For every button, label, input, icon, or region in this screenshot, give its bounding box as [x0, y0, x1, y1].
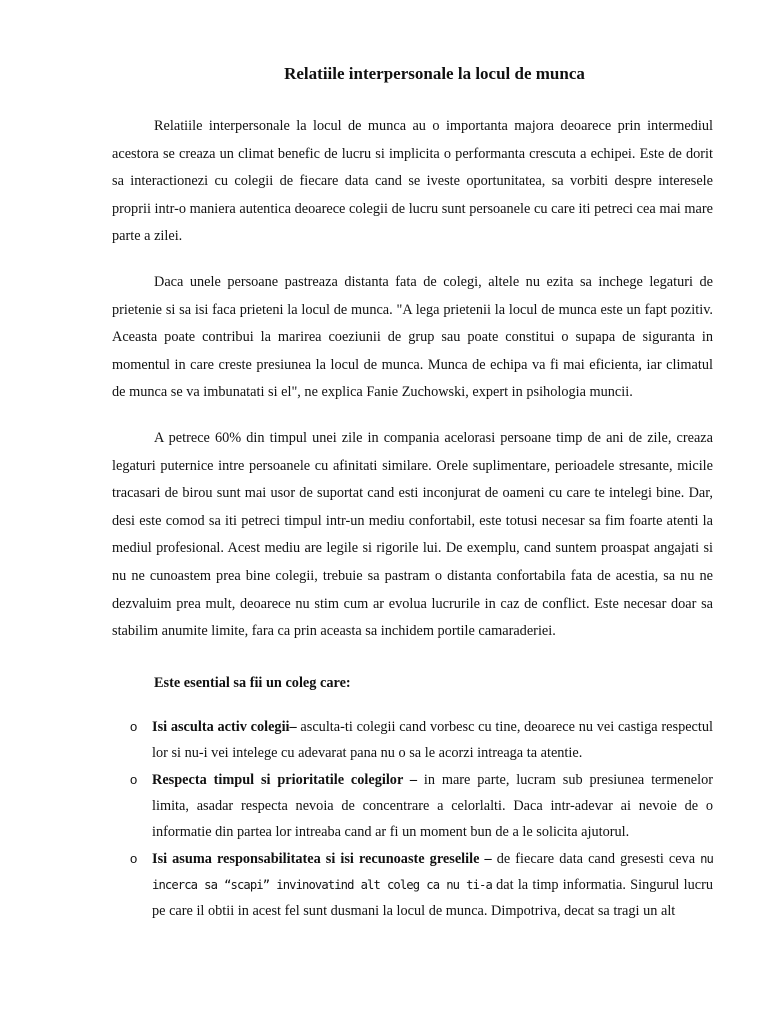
paragraph-3: A petrece 60% din timpul unei zile in compania acelorasi persoane timp de ani de zile, creaza legaturi puternice intre persoanele cu afinitati similare. Orele suplimentare, perioadele stresante, micile tracasari de birou sunt mai usor de suportat cand esti inconjurat de oameni cu care te intelegi bine. Dar, desi este comod sa iti petreci timpul intr-un mediu confortabil, este totusi necesar sa fim foarte atenti la mediul profesional. Acest mediu are legile si rigorile lui. De exemplu, cand suntem proaspat angajati si nu ne cunoastem prea bine colegii, trebuie sa pastram o distanta confortabila fata de acestia, sa nu ne dezvaluim prea mult, deoarece nu stim cum ar evolua lucrurile in caz de conflict. Este necesar doar sa stabilim anumite limite, fara ca prin aceasta sa inchidem portile camaraderiei. — [112, 429, 713, 640]
bullet-icon: o — [130, 772, 138, 788]
list-item-mono-text: nu incerca sa “scapi” invinovatind alt coleg ca nu ti-a — [152, 852, 713, 893]
list-item — [112, 767, 713, 845]
list-item — [112, 714, 713, 766]
list-item-heading: Isi asculta activ colegii– — [152, 719, 297, 736]
paragraph-gap — [112, 407, 713, 425]
bullet-list — [112, 714, 713, 924]
list-item-text-continued: dat la timp informatia. Singurul lucru pe care il obtii in acest fel sunt dusmani la locul de munca. Dimpotriva, decat sa tragi un alt — [152, 877, 713, 920]
list-item-heading: Isi asuma responsabilitatea si isi recunoaste greselile – — [152, 851, 492, 868]
list-item-text: de fiecare data cand gresesti ceva — [491, 851, 696, 868]
bullet-icon: o — [130, 851, 138, 867]
list-item-heading: Respecta timpul si prioritatile colegilor – — [152, 772, 418, 789]
paragraph-gap — [112, 251, 713, 269]
page-title: Relatiile interpersonale la locul de munca — [284, 64, 585, 83]
paragraph-1: Relatiile interpersonale la locul de munca au o importanta majora deoarece prin intermediul acestora se creaza un climat benefic de lucru si implicita o performanta crescuta a echipei. Este de dorit sa interactionezi cu colegii de fiecare data cand se iveste oportunitatea, sa vorbiti despre interesele proprii intr-o maniera autentica deoarece colegii de lucru sunt persoanele cu care iti petreci cea mai mare parte a zilei. — [112, 118, 713, 245]
list-item-text: asculta-ti colegii cand vorbesc cu tine, deoarece nu vei castiga respectul lor si nu-i vei intelege cu adevarat pana nu o sa le acorzi intreaga ta atentie. — [152, 719, 713, 762]
list-item — [112, 846, 713, 924]
paragraph-2: Daca unele persoane pastreaza distanta fata de colegi, altele nu ezita sa inchege legaturi de prietenie si sa isi faca prieteni la locul de munca. "A lega prietenii la locul de munca este un fapt pozitiv. Aceasta poate contribui la marirea coeziunii de grup sau poate constitui o supapa de siguranta in momentul in care creste presiunea la locul de munca. Munca de echipa va fi mai eficienta, iar climatul de munca se va imbunatati si el", ne explica Fanie Zuchowski, expert in psihologia muncii. — [112, 273, 713, 401]
bullet-icon: o — [130, 719, 138, 735]
section-subheading: Este esential sa fii un coleg care: — [154, 674, 351, 691]
list-item-text: in mare parte, lucram sub presiunea termenelor limita, asadar respecta nevoia de concentrare a celorlalti. Daca intr-adevar ai nevoie de o informatie din partea lor intreaba cand ar fi un moment bun de a le solicita ajutorul. — [152, 772, 713, 841]
paragraph-gap — [112, 646, 713, 664]
